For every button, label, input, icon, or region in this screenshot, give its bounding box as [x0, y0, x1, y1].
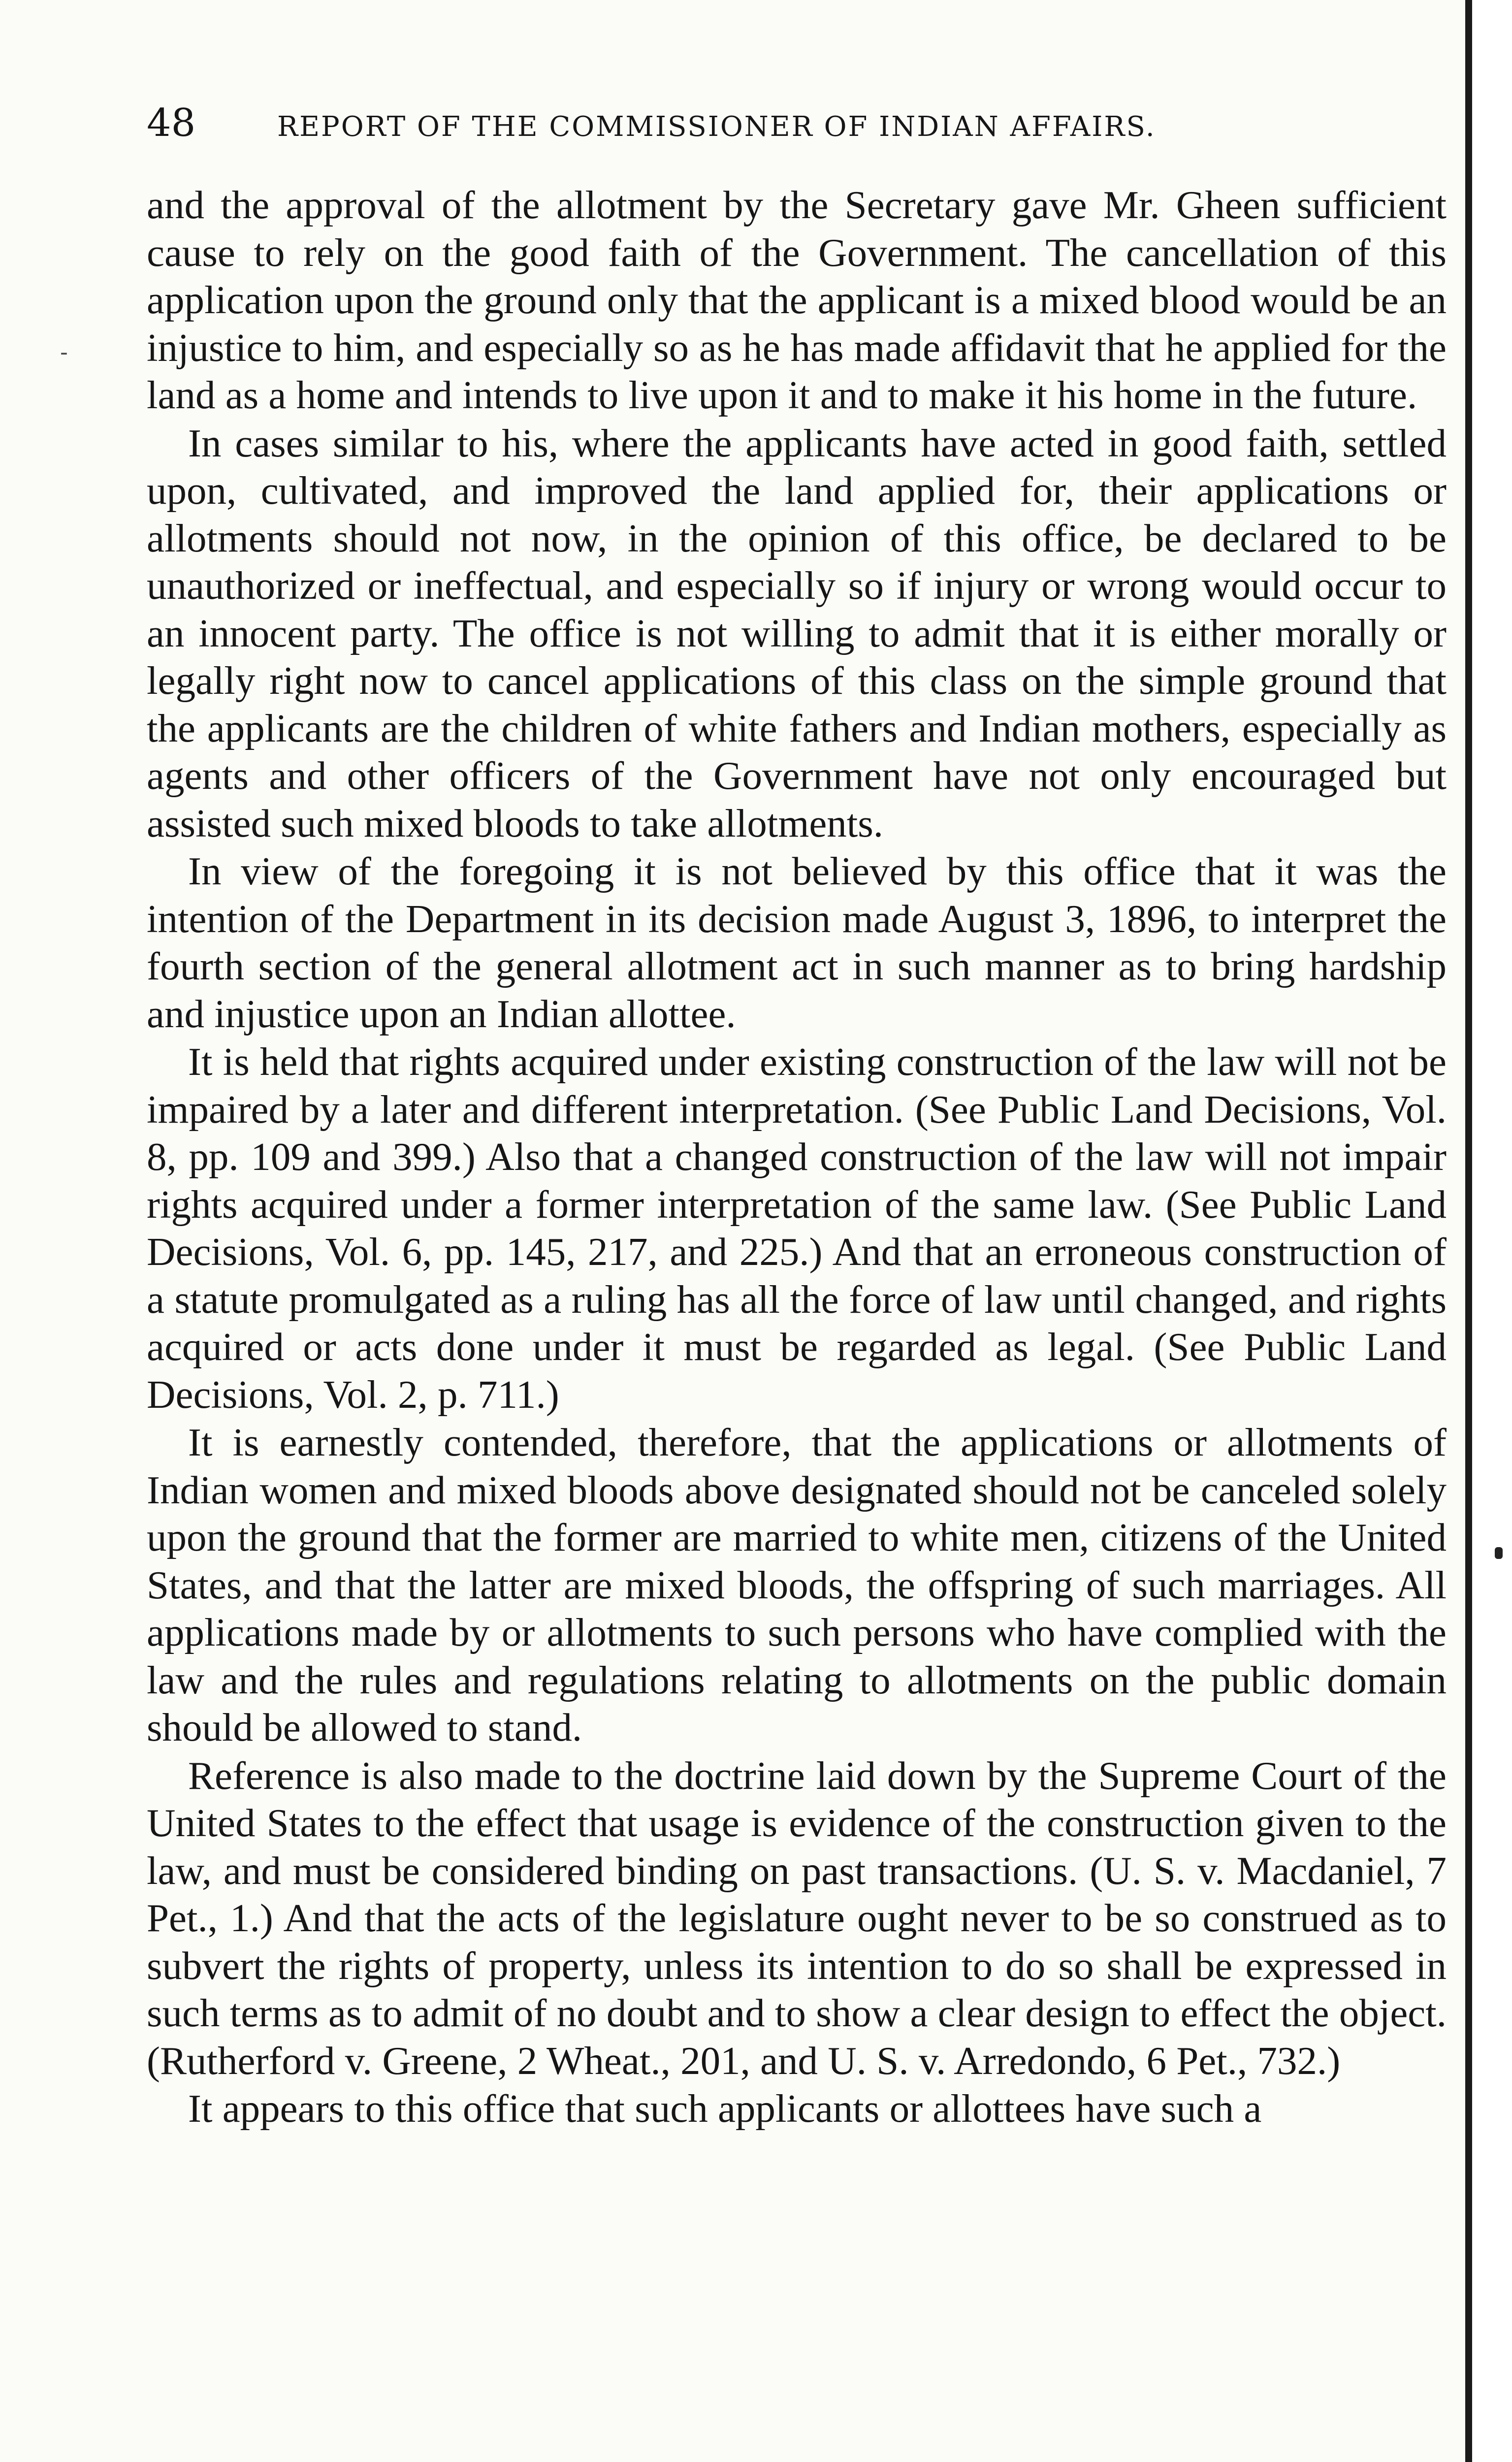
- body-text: [147, 181, 1447, 2133]
- paragraph-4: It is held that rights acquired under existing construction of the law will not be impaired by a later and different interpretation. (See Public Land Decisions, Vol. 8, pp. 109 and 399.) Also that a changed construction of the law will not impair rights acquired under a former interpretation of the same law. (See Public Land Decisions, Vol. 6, pp. 145, 217, and 225.) And that an erroneous construction of a statute promulgated as a ruling has all the force of law until changed, and rights acquired or acts done under it must be regarded as legal. (See Public Land Decisions, Vol. 2, p. 711.): [147, 1039, 1447, 1417]
- page-number: 48: [147, 101, 196, 145]
- margin-dot-mark: [1495, 1547, 1503, 1559]
- paragraph-3: In view of the foregoing it is not believed by this office that it was the intention of the Department in its decision made August 3, 1896, to interpret the fourth section of the general allotment act in such manner as to bring hardship and injustice upon an Indian allottee.: [147, 849, 1447, 1036]
- paragraph-5: It is earnestly contended, therefore, that the applications or allotments of Indian women and mixed bloods above designated should not be canceled solely upon the ground that the former are married to white men, citizens of the United States, and that the latter are mixed bloods, the offspring of such marriages. All applications made by or allotments to such persons who have complied with the law and the rules and regulations relating to allotments on the public domain should be allowed to stand.: [147, 1420, 1447, 1749]
- paragraph-6: Reference is also made to the doctrine laid down by the Supreme Court of the United States to the effect that usage is evidence of the construction given to the law, and must be considered binding on past transactions. (U. S. v. Macdaniel, 7 Pet., 1.) And that the acts of the legislature ought never to be so construed as to subvert the rights of property, unless its intention to do so shall be expressed in such terms as to admit of no doubt and to show a clear design to effect the object. (Rutherford v. Greene, 2 Wheat., 201, and U. S. v. Arredondo, 6 Pet., 732.): [147, 1753, 1447, 2083]
- margin-dash-mark: -: [60, 340, 68, 365]
- paragraph-2: In cases similar to his, where the applicants have acted in good faith, settled upon, cultivated, and improved the land applied for, their applications or allotments should not now, in the opinion of this office, be declared to be unauthorized or ineffectual, and especially so if injury or wrong would occur to an innocent party. The office is not willing to admit that it is either morally or legally right now to cancel applications of this class on the simple ground that the applicants are the children of white fathers and Indian mothers, especially as agents and other officers of the Government have not only encouraged but assisted such mixed bloods to take allotments.: [147, 421, 1447, 845]
- running-title: REPORT OF THE COMMISSIONER OF INDIAN AFFAIRS.: [277, 111, 1156, 143]
- paragraph-7: It appears to this office that such applicants or allottees have such a: [188, 2086, 1262, 2131]
- page-header: [147, 98, 1447, 148]
- paragraph-1: and the approval of the allotment by the Secretary gave Mr. Gheen sufficient cause to rely on the good faith of the Government. The cancellation of this application upon the ground only that the applicant is a mixed blood would be an injustice to him, and especially so as he has made affidavit that he applied for the land as a home and intends to live upon it and to make it his home in the future.: [147, 183, 1447, 417]
